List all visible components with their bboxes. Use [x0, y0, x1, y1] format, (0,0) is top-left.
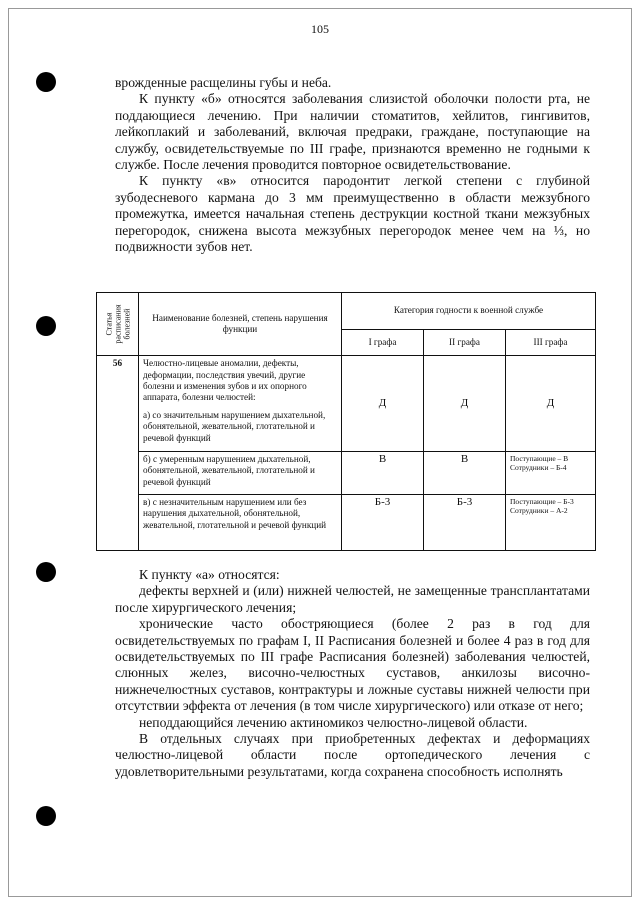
header-graph-2: II графа — [424, 329, 506, 356]
row-a-graph-1: Д — [342, 356, 424, 452]
row-b-graph-2: В — [424, 452, 506, 495]
list-item-2: хронические часто обостряющиеся (более 2 раз в год для освидетельствуемых по графам I, II Расписания болезней и более 4 раз в год для освидетельствуемых по III графе Расписания болезней) заболевания челюстей, слюнных желез, височно-челюстных суставов, анкилозы височно-нижнечелюстных суставов, контрактуры и ложные суставы нижней челюсти при отсутствии эффекта от лечения (в том числе хирургического) или отказе от него; — [115, 616, 590, 714]
row-b-name: б) с умеренным нарушением дыхательной, обонятельной, жевательной, глотательной и речевой функций — [139, 452, 342, 495]
header-disease-name: Наименование болезней, степень нарушения функции — [139, 293, 342, 356]
row-c-name: в) с незначительным нарушением или без нарушения дыхательной, обонятельной, жевательной, глотательной и речевой функций — [139, 494, 342, 550]
row-c-graph-2: Б-3 — [424, 494, 506, 550]
row-intro-text: Челюстно-лицевые аномалии, дефекты, деформации, последствия увечий, другие болезни и изменения зубов и их опорного аппарата, болезни челюстей: — [143, 358, 307, 403]
header-graph-1: I графа — [342, 329, 424, 356]
list-item-1: дефекты верхней и (или) нижней челюстей, не замещенные трансплантатами после хирургического лечения; — [115, 583, 590, 615]
page-number: 105 — [311, 22, 329, 36]
row-a-graph-2: Д — [424, 356, 506, 452]
paragraph-v: К пункту «в» относится пародонтит легкой степени с глубиной зубодесневого кармана до 3 мм преимущественно в области межзубного промежутка, имеется начальная степень деструкции костной ткани межзубных перегородок, снижена высота межзубных перегородок менее чем на ⅓, но подвижности зубов нет. — [115, 173, 590, 255]
row-c-graph-3 — [506, 494, 596, 550]
list-item-4: В отдельных случаях при приобретенных дефектах и деформациях челюстно-лицевой области после ортопедического лечения с удовлетворительными результатами, когда сохранена способность исполнять — [115, 731, 590, 779]
paragraph-a-title: К пункту «а» относятся: — [139, 567, 280, 582]
row-c-graph-3-line2: Сотрудники – А-2 — [510, 505, 568, 515]
punch-hole — [36, 72, 56, 92]
punch-hole — [36, 562, 56, 582]
row-b-graph-3 — [506, 452, 596, 495]
bottom-text — [115, 567, 590, 780]
header-graph-3: III графа — [506, 329, 596, 356]
row-c-graph-3-line1: Поступающие – Б-3 — [510, 496, 574, 506]
header-category: Категория годности к военной службе — [342, 293, 596, 330]
row-a-graph-3: Д — [506, 356, 596, 452]
row-b-graph-3-line1: Поступающие – В — [510, 454, 569, 464]
list-item-3: неподдающийся лечению актиномикоз челюстно-лицевой области. — [139, 714, 528, 730]
paragraph-line: врожденные расщелины губы и неба. — [115, 75, 332, 90]
row-a-text: а) со значительным нарушением дыхательной, обонятельной, жевательной, глотательной и речевой функций — [143, 409, 326, 443]
article-number: 56 — [97, 356, 139, 551]
paragraph-b: К пункту «б» относятся заболевания слизистой оболочки полости рта, не поддающиеся лечению. При наличии стоматитов, хейлитов, гингивитов, лейкоплакий и заболеваний, включая предраки, граждане, поступающие на службу, освидетельствуемые по III графе, признаются временно не годными к службе. После лечения проводится повторное освидетельствование. — [115, 91, 590, 173]
row-b-graph-1: В — [342, 452, 424, 495]
header-article: Статья расписания болезней — [97, 293, 139, 356]
row-b-graph-3-line2: Сотрудники – Б-4 — [510, 463, 567, 473]
row-c-graph-1: Б-3 — [342, 494, 424, 550]
punch-hole — [36, 316, 56, 336]
top-text — [115, 75, 590, 255]
row-a-name — [139, 356, 342, 452]
punch-hole — [36, 806, 56, 826]
fitness-table — [96, 292, 596, 551]
